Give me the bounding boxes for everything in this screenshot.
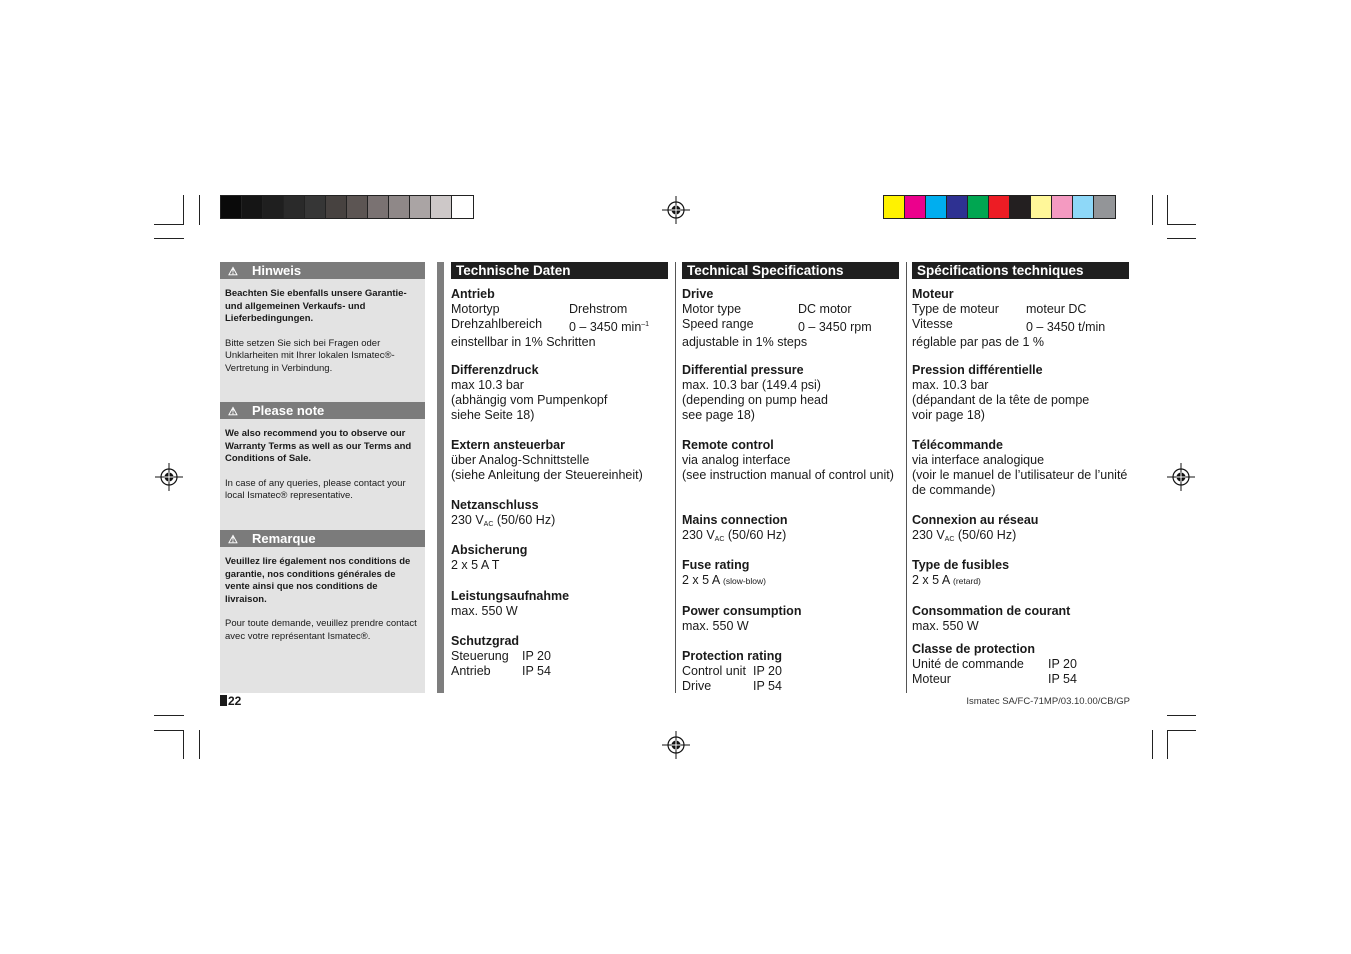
spec-line: 2 x 5 A (slow-blow) [682,573,766,587]
spec-value: moteur DC [1026,302,1087,316]
note-text: Bitte setzen Sie sich bei Fragen oder Unklarheiten mit Ihrer lokalen Ismatec®-Vertretung in Verbindung. [225,337,395,374]
spec-key: Drive [682,679,712,693]
color-swatch [905,196,926,218]
color-swatch [1010,196,1031,218]
spec-title: Type de fusibles [912,558,1010,572]
note-header-hinweis [220,262,425,279]
spec-fuse [912,558,1134,589]
spec-line: max. 550 W [912,619,979,633]
spec-value: IP 20 [522,649,551,663]
spec-pressure [682,363,904,423]
column-divider [906,262,907,693]
color-swatch [221,196,242,218]
spec-fuse [682,558,904,589]
spec-line: via interface analogique [912,453,1045,467]
spec-mains [682,513,904,547]
spec-title: Differenzdruck [451,363,539,377]
spec-line: (see instruction manual of control unit) [682,468,894,482]
spec-drive [451,287,673,350]
spec-key: Speed range [682,317,754,331]
registration-target-icon [662,731,690,759]
spec-value: 0 – 3450 rpm [798,320,872,335]
note-bold-text: Veuillez lire également nos conditions de garantie, nos conditions générales de vente ainsi que nos conditions de livraison. [225,556,411,605]
spec-line: max. 10.3 bar (149.4 psi) [682,378,821,392]
color-swatch [326,196,347,218]
spec-line: (dépandant de la tête de pompe [912,393,1090,407]
column-english [682,262,899,693]
spec-title: Extern ansteuerbar [451,438,565,452]
spec-protection [912,642,1134,687]
warning-triangle-icon: ⚠ [228,406,238,418]
spec-power [912,604,1134,634]
color-swatch [926,196,947,218]
column-french [912,262,1129,686]
note-body-hinweis [225,288,420,375]
column-header: Technische Daten [451,262,668,279]
warning-triangle-icon: ⚠ [228,534,238,546]
color-swatch [305,196,326,218]
page-number: 22 [220,694,241,708]
spec-line: über Analog-Schnittstelle [451,453,590,467]
color-swatch [263,196,284,218]
spec-mains [912,513,1134,547]
color-swatch [284,196,305,218]
spec-line: 230 $V_{AC}$ (50/60 Hz) [912,528,1017,543]
spec-value: IP 20 [753,664,782,678]
spec-title: Mains connection [682,513,788,527]
registration-target-icon [1167,463,1195,491]
color-swatch [968,196,989,218]
spec-line: (voir le manuel de l’utilisateur de l’unité de commande) [912,468,1128,497]
spec-title: Remote control [682,438,774,452]
spec-title: Differential pressure [682,363,804,377]
color-swatch [368,196,389,218]
note-title: Remarque [252,531,316,546]
spec-line: 230 $V_{AC}$ (50/60 Hz) [451,513,556,528]
registration-target-icon [155,463,183,491]
grayscale-calibration-bar [220,195,474,219]
spec-key: Vitesse [912,317,953,331]
column-divider [675,262,676,693]
spec-key: Motortyp [451,302,500,316]
spec-protection [451,634,673,679]
color-swatch [884,196,905,218]
note-title: Hinweis [252,263,302,278]
spec-power [451,589,673,619]
color-swatch [347,196,368,218]
note-text: Pour toute demande, veuillez prendre contact avec votre représentant Ismatec®. [225,618,417,642]
spec-key: Steuerung [451,649,509,663]
spec-title: Moteur [912,287,954,301]
spec-value: IP 54 [753,679,782,693]
spec-value: Drehstrom [569,302,628,316]
spec-line: 230 $V_{AC}$ (50/60 Hz) [682,528,787,543]
document-reference: Ismatec SA/FC-71MP/03.10.00/CB/GP [966,696,1130,707]
spec-drive [682,287,904,350]
spec-line: max. 550 W [451,604,518,618]
color-swatch [1052,196,1073,218]
note-title: Please note [252,403,325,418]
spec-key: Drehzahlbereich [451,317,543,331]
spec-title: Antrieb [451,287,495,301]
spec-line: réglable par pas de 1 % [912,335,1045,350]
column-header: Technical Specifications [682,262,899,279]
spec-key: Type de moteur [912,302,999,316]
spec-line: see page 18) [682,408,755,422]
note-body-please-note [225,428,420,503]
spec-drive [912,287,1134,350]
spec-value: IP 20 [1048,657,1077,671]
color-swatch [389,196,410,218]
spec-remote [682,438,904,483]
spec-title: Leistungsaufnahme [451,589,570,603]
spec-title: Protection rating [682,649,783,663]
note-bold-text: We also recommend you to observe our Warranty Terms as well as our Terms and Conditions of Sale. [225,428,412,464]
color-swatch [1031,196,1052,218]
color-swatch [1073,196,1094,218]
note-header-please-note [220,402,425,419]
spec-line: 2 x 5 A T [451,558,500,572]
spec-title: Classe de protection [912,642,1035,656]
spec-line: (abhängig vom Pumpenkopf [451,393,608,407]
note-bold-text: Beachten Sie ebenfalls unsere Garantie- und allgemeinen Verkaufs- und Lieferbedingungen. [225,288,407,324]
color-swatch [989,196,1010,218]
spec-value: IP 54 [1048,672,1077,686]
color-swatch [1094,196,1115,218]
column-header: Spécifications techniques [912,262,1129,279]
spec-line: einstellbar in 1% Schritten [451,335,596,350]
spec-title: Power consumption [682,604,802,618]
spec-title: Schutzgrad [451,634,520,648]
warning-triangle-icon: ⚠ [228,266,238,278]
color-swatch [431,196,452,218]
spec-line: max. 10.3 bar [912,378,989,392]
spec-title: Connexion au réseau [912,513,1039,527]
spec-title: Absicherung [451,543,528,557]
color-swatch [242,196,263,218]
spec-title: Fuse rating [682,558,750,572]
spec-power [682,604,904,634]
spec-line: via analog interface [682,453,791,467]
spec-remote [451,438,673,483]
spec-line: (siehe Anleitung der Steuereinheit) [451,468,643,482]
spec-remote [912,438,1134,498]
spec-title: Télécommande [912,438,1004,452]
color-swatch [410,196,431,218]
spec-pressure [451,363,673,423]
spec-value: DC motor [798,302,852,316]
spec-key: Moteur [912,672,951,686]
registration-target-icon [662,196,690,224]
spec-line: adjustable in 1% steps [682,335,808,350]
spec-protection [682,649,904,694]
color-calibration-bar [883,195,1116,219]
spec-key: Control unit [682,664,746,678]
spec-key: Motor type [682,302,742,316]
spec-title: Consommation de courant [912,604,1071,618]
spec-mains [451,498,673,532]
spec-key: Antrieb [451,664,491,678]
note-body-remarque [225,556,420,643]
spec-value: 0 – 3450 t/min [1026,320,1106,335]
spec-title: Pression différentielle [912,363,1043,377]
spec-line: siehe Seite 18) [451,408,535,422]
spec-title: Netzanschluss [451,498,539,512]
column-german [451,262,668,678]
spec-pressure [912,363,1134,423]
spec-value: IP 54 [522,664,551,678]
spec-key: Unité de commande [912,657,1024,671]
color-swatch [452,196,473,218]
color-swatch [947,196,968,218]
sidebar-divider [437,262,444,693]
spec-title: Drive [682,287,714,301]
note-text: In case of any queries, please contact your local Ismatec® representative. [225,477,406,501]
spec-fuse [451,543,673,574]
spec-line: voir page 18) [912,408,985,422]
spec-line: (depending on pump head [682,393,828,407]
spec-line: 2 x 5 A (retard) [912,573,981,587]
spec-line: max. 550 W [682,619,749,633]
spec-line: max 10.3 bar [451,378,524,392]
spec-value: 0 – 3450 $\min^{-1}$ [569,320,650,335]
note-header-remarque [220,530,425,547]
